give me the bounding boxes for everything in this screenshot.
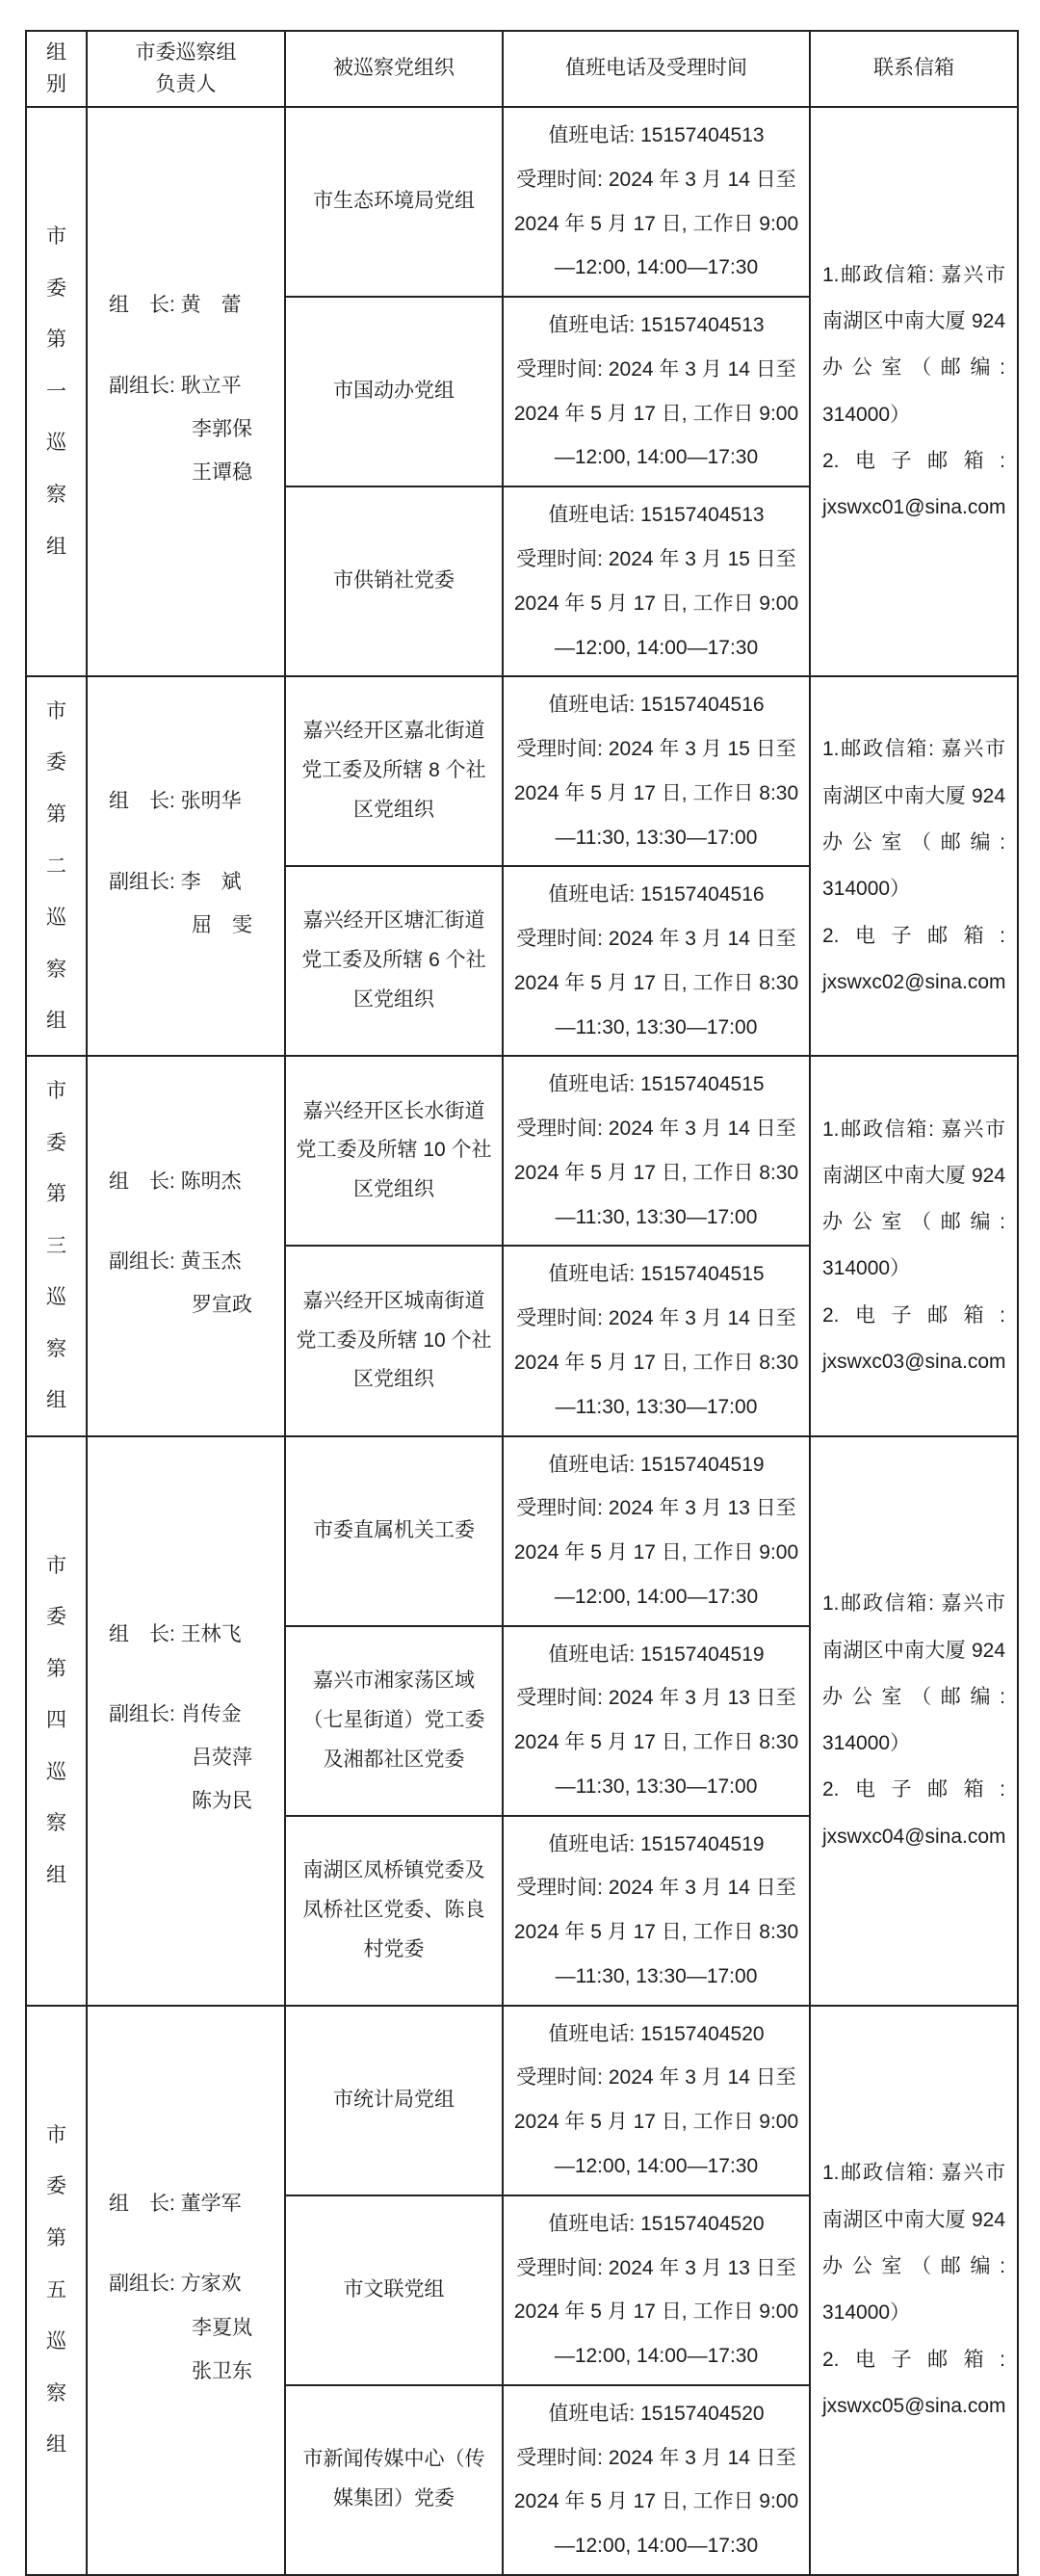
duty-phone: 值班电话: 15157404515 xyxy=(548,1263,765,1286)
group-name: 市委第三巡察组 xyxy=(46,1080,66,1412)
column-header xyxy=(26,31,87,107)
header-row xyxy=(26,31,1018,107)
column-header-line: 别 xyxy=(46,72,66,95)
table-row xyxy=(26,1436,1018,1626)
acceptance-time-line: 2024 年 5 月 17 日, 工作日 8:30 xyxy=(513,971,799,994)
phone-time-cell xyxy=(503,866,810,1056)
phone-time-cell xyxy=(503,1246,810,1435)
group-chief: 组 长: 张明华 xyxy=(109,790,242,813)
email-address: 2.电子邮箱: jxswxc02@sina.com xyxy=(822,924,1006,993)
inspected-org-cell: 市国动办党组 xyxy=(285,297,503,486)
column-header-line: 被巡察党组织 xyxy=(333,57,455,80)
group-deputy-extra: 屈 雯 xyxy=(192,914,252,937)
group-chief: 组 长: 黄 蕾 xyxy=(109,294,242,317)
duty-phone: 值班电话: 15157404515 xyxy=(548,1073,765,1096)
phone-time-cell xyxy=(503,486,810,676)
duty-phone: 值班电话: 15157404519 xyxy=(548,1453,765,1476)
acceptance-time-line: 受理时间: 2024 年 3 月 14 日至 xyxy=(516,2066,796,2090)
group-deputy: 副组长: 方家欢 xyxy=(109,2273,242,2296)
phone-time-cell xyxy=(503,1816,810,2006)
phone-time-cell xyxy=(503,1056,810,1246)
postal-box: 1.邮政信箱: 嘉兴市南湖区中南大厦 924 办公室（邮编: 314000） xyxy=(822,738,1005,901)
phone-time-cell xyxy=(503,107,810,297)
group-deputy-extra: 吕荧萍 xyxy=(192,1747,252,1770)
duty-phone: 值班电话: 15157404519 xyxy=(548,1643,765,1666)
acceptance-time-line: —11:30, 13:30—17:00 xyxy=(555,1015,758,1038)
acceptance-time-line: 2024 年 5 月 17 日, 工作日 9:00 xyxy=(513,591,799,615)
duty-phone: 值班电话: 15157404513 xyxy=(548,124,765,147)
contact-mailbox-cell xyxy=(810,2006,1018,2575)
contact-mailbox-cell xyxy=(810,107,1018,676)
column-header xyxy=(810,31,1018,107)
inspection-groups-table xyxy=(25,30,1019,2576)
acceptance-time-line: 2024 年 5 月 17 日, 工作日 9:00 xyxy=(513,212,799,235)
duty-phone: 值班电话: 15157404513 xyxy=(548,314,765,337)
table-row xyxy=(26,676,1018,866)
inspected-org-cell: 市生态环境局党组 xyxy=(285,107,503,297)
acceptance-time-line: 受理时间: 2024 年 3 月 14 日至 xyxy=(516,168,796,191)
acceptance-time-line: 受理时间: 2024 年 3 月 15 日至 xyxy=(516,738,796,761)
acceptance-time-line: 2024 年 5 月 17 日, 工作日 8:30 xyxy=(513,1731,799,1754)
duty-phone: 值班电话: 15157404516 xyxy=(548,883,765,907)
column-header-line: 负责人 xyxy=(155,72,217,95)
phone-time-cell xyxy=(503,2195,810,2385)
group-leaders-cell xyxy=(87,676,285,1056)
acceptance-time-line: 受理时间: 2024 年 3 月 15 日至 xyxy=(516,547,796,570)
column-header xyxy=(503,31,810,107)
table-row xyxy=(26,1056,1018,1246)
duty-phone: 值班电话: 15157404516 xyxy=(548,694,765,717)
group-name: 市委第一巡察组 xyxy=(46,225,66,558)
phone-time-cell xyxy=(503,1626,810,1816)
inspected-org-cell: 市文联党组 xyxy=(285,2195,503,2385)
group-deputy: 副组长: 耿立平 xyxy=(109,374,242,397)
group-deputy-extra: 李郭保 xyxy=(192,417,252,440)
acceptance-time-line: —11:30, 13:30—17:00 xyxy=(555,1774,758,1798)
acceptance-time-line: 2024 年 5 月 17 日, 工作日 8:30 xyxy=(513,781,799,804)
acceptance-time-line: —11:30, 13:30—17:00 xyxy=(555,826,758,849)
acceptance-time-line: —12:00, 14:00—17:30 xyxy=(554,2345,759,2368)
group-deputy: 副组长: 黄玉杰 xyxy=(109,1250,242,1274)
phone-time-cell xyxy=(503,1436,810,1626)
inspected-org-cell: 嘉兴经开区塘汇街道党工委及所辖 6 个社区党组织 xyxy=(285,866,503,1056)
group-name: 市委第四巡察组 xyxy=(46,1554,66,1886)
acceptance-time-line: —12:00, 14:00—17:30 xyxy=(554,1585,759,1608)
acceptance-time-line: 2024 年 5 月 17 日, 工作日 9:00 xyxy=(513,2111,799,2134)
group-deputy: 副组长: 肖传金 xyxy=(109,1703,242,1726)
inspected-org-cell: 嘉兴经开区嘉北街道党工委及所辖 8 个社区党组织 xyxy=(285,676,503,866)
group-name-cell xyxy=(26,676,87,1056)
phone-time-cell xyxy=(503,2006,810,2195)
acceptance-time-line: 受理时间: 2024 年 3 月 14 日至 xyxy=(516,1307,796,1330)
group-name: 市委第二巡察组 xyxy=(46,699,66,1033)
inspected-org-cell: 市供销社党委 xyxy=(285,486,503,676)
acceptance-time-line: 2024 年 5 月 17 日, 工作日 9:00 xyxy=(513,1541,799,1564)
group-name: 市委第五巡察组 xyxy=(46,2123,66,2457)
table-body xyxy=(26,107,1018,2575)
inspected-org-cell: 市新闻传媒中心（传媒集团）党委 xyxy=(285,2385,503,2575)
contact-mailbox-cell xyxy=(810,1056,1018,1435)
acceptance-time-line: —11:30, 13:30—17:00 xyxy=(555,1205,758,1228)
acceptance-time-line: 受理时间: 2024 年 3 月 13 日至 xyxy=(516,1497,796,1520)
acceptance-time-line: 2024 年 5 月 17 日, 工作日 9:00 xyxy=(513,402,799,425)
email-address: 2.电子邮箱: jxswxc01@sina.com xyxy=(822,449,1006,519)
group-chief: 组 长: 陈明杰 xyxy=(109,1170,242,1193)
contact-mailbox-cell xyxy=(810,1436,1018,2006)
acceptance-time-line: 受理时间: 2024 年 3 月 13 日至 xyxy=(516,2256,796,2279)
acceptance-time-line: 2024 年 5 月 17 日, 工作日 9:00 xyxy=(513,2300,799,2324)
group-deputy-extra: 李夏岚 xyxy=(192,2316,252,2339)
acceptance-time-line: 受理时间: 2024 年 3 月 13 日至 xyxy=(516,1687,796,1710)
table-head xyxy=(26,31,1018,107)
duty-phone: 值班电话: 15157404520 xyxy=(548,2402,765,2425)
acceptance-time-line: 受理时间: 2024 年 3 月 14 日至 xyxy=(516,1117,796,1141)
group-name-cell xyxy=(26,2006,87,2575)
group-deputy-extra: 罗宣政 xyxy=(192,1294,252,1317)
acceptance-time-line: —11:30, 13:30—17:00 xyxy=(555,1964,758,1987)
duty-phone: 值班电话: 15157404513 xyxy=(548,504,765,527)
column-header-line: 值班电话及受理时间 xyxy=(565,57,747,80)
table-row xyxy=(26,2006,1018,2195)
group-leaders-cell xyxy=(87,1436,285,2006)
postal-box: 1.邮政信箱: 嘉兴市南湖区中南大厦 924 办公室（邮编: 314000） xyxy=(822,1592,1005,1755)
column-header-line: 市委巡察组 xyxy=(135,41,237,64)
inspection-table xyxy=(25,30,1017,2576)
group-deputy: 副组长: 李 斌 xyxy=(109,871,242,893)
acceptance-time-line: 2024 年 5 月 17 日, 工作日 8:30 xyxy=(513,1921,799,1944)
acceptance-time-line: 2024 年 5 月 17 日, 工作日 8:30 xyxy=(513,1161,799,1184)
acceptance-time-line: —12:00, 14:00—17:30 xyxy=(554,256,759,279)
postal-box: 1.邮政信箱: 嘉兴市南湖区中南大厦 924 办公室（邮编: 314000） xyxy=(822,1117,1005,1280)
phone-time-cell xyxy=(503,676,810,866)
column-header-line: 联系信箱 xyxy=(873,57,954,80)
postal-box: 1.邮政信箱: 嘉兴市南湖区中南大厦 924 办公室（邮编: 314000） xyxy=(822,263,1005,426)
acceptance-time-line: —12:00, 14:00—17:30 xyxy=(554,446,759,469)
phone-time-cell xyxy=(503,297,810,486)
group-deputy-extra: 陈为民 xyxy=(192,1790,252,1813)
phone-time-cell xyxy=(503,2385,810,2575)
inspected-org-cell: 市统计局党组 xyxy=(285,2006,503,2195)
email-address: 2.电子邮箱: jxswxc05@sina.com xyxy=(822,2348,1006,2417)
column-header-line: 组 xyxy=(46,41,66,64)
acceptance-time-line: 2024 年 5 月 17 日, 工作日 9:00 xyxy=(513,2490,799,2513)
acceptance-time-line: 受理时间: 2024 年 3 月 14 日至 xyxy=(516,1877,796,1900)
acceptance-time-line: —12:00, 14:00—17:30 xyxy=(554,2155,759,2178)
group-name-cell xyxy=(26,1056,87,1435)
email-address: 2.电子邮箱: jxswxc04@sina.com xyxy=(822,1778,1006,1848)
acceptance-time-line: —11:30, 13:30—17:00 xyxy=(555,1395,758,1418)
contact-mailbox-cell xyxy=(810,676,1018,1056)
duty-phone: 值班电话: 15157404520 xyxy=(548,2022,765,2045)
group-chief: 组 长: 董学军 xyxy=(109,2192,242,2215)
column-header xyxy=(285,31,503,107)
acceptance-time-line: 受理时间: 2024 年 3 月 14 日至 xyxy=(516,357,796,381)
duty-phone: 值班电话: 15157404519 xyxy=(548,1832,765,1855)
acceptance-time-line: —12:00, 14:00—17:30 xyxy=(554,2535,759,2558)
inspected-org-cell: 南湖区凤桥镇党委及凤桥社区党委、陈良村党委 xyxy=(285,1816,503,2006)
table-row xyxy=(26,107,1018,297)
inspected-org-cell: 市委直属机关工委 xyxy=(285,1436,503,1626)
group-leaders-cell xyxy=(87,107,285,676)
group-deputy-extra: 张卫东 xyxy=(192,2359,252,2382)
inspected-org-cell: 嘉兴经开区城南街道党工委及所辖 10 个社区党组织 xyxy=(285,1246,503,1435)
column-header xyxy=(87,31,285,107)
acceptance-time-line: 受理时间: 2024 年 3 月 14 日至 xyxy=(516,928,796,951)
inspected-org-cell: 嘉兴市湘家荡区域（七星街道）党工委及湘都社区党委 xyxy=(285,1626,503,1816)
inspected-org-cell: 嘉兴经开区长水街道党工委及所辖 10 个社区党组织 xyxy=(285,1056,503,1246)
postal-box: 1.邮政信箱: 嘉兴市南湖区中南大厦 924 办公室（邮编: 314000） xyxy=(822,2162,1005,2325)
group-name-cell xyxy=(26,107,87,676)
acceptance-time-line: —12:00, 14:00—17:30 xyxy=(554,636,759,659)
group-chief: 组 长: 王林飞 xyxy=(109,1622,242,1645)
group-deputy-extra: 王谭稳 xyxy=(192,461,252,485)
acceptance-time-line: 受理时间: 2024 年 3 月 14 日至 xyxy=(516,2446,796,2469)
group-leaders-cell xyxy=(87,1056,285,1435)
email-address: 2.电子邮箱: jxswxc03@sina.com xyxy=(822,1303,1006,1374)
group-leaders-cell xyxy=(87,2006,285,2575)
duty-phone: 值班电话: 15157404520 xyxy=(548,2212,765,2235)
group-name-cell xyxy=(26,1436,87,2006)
acceptance-time-line: 2024 年 5 月 17 日, 工作日 8:30 xyxy=(513,1352,799,1374)
